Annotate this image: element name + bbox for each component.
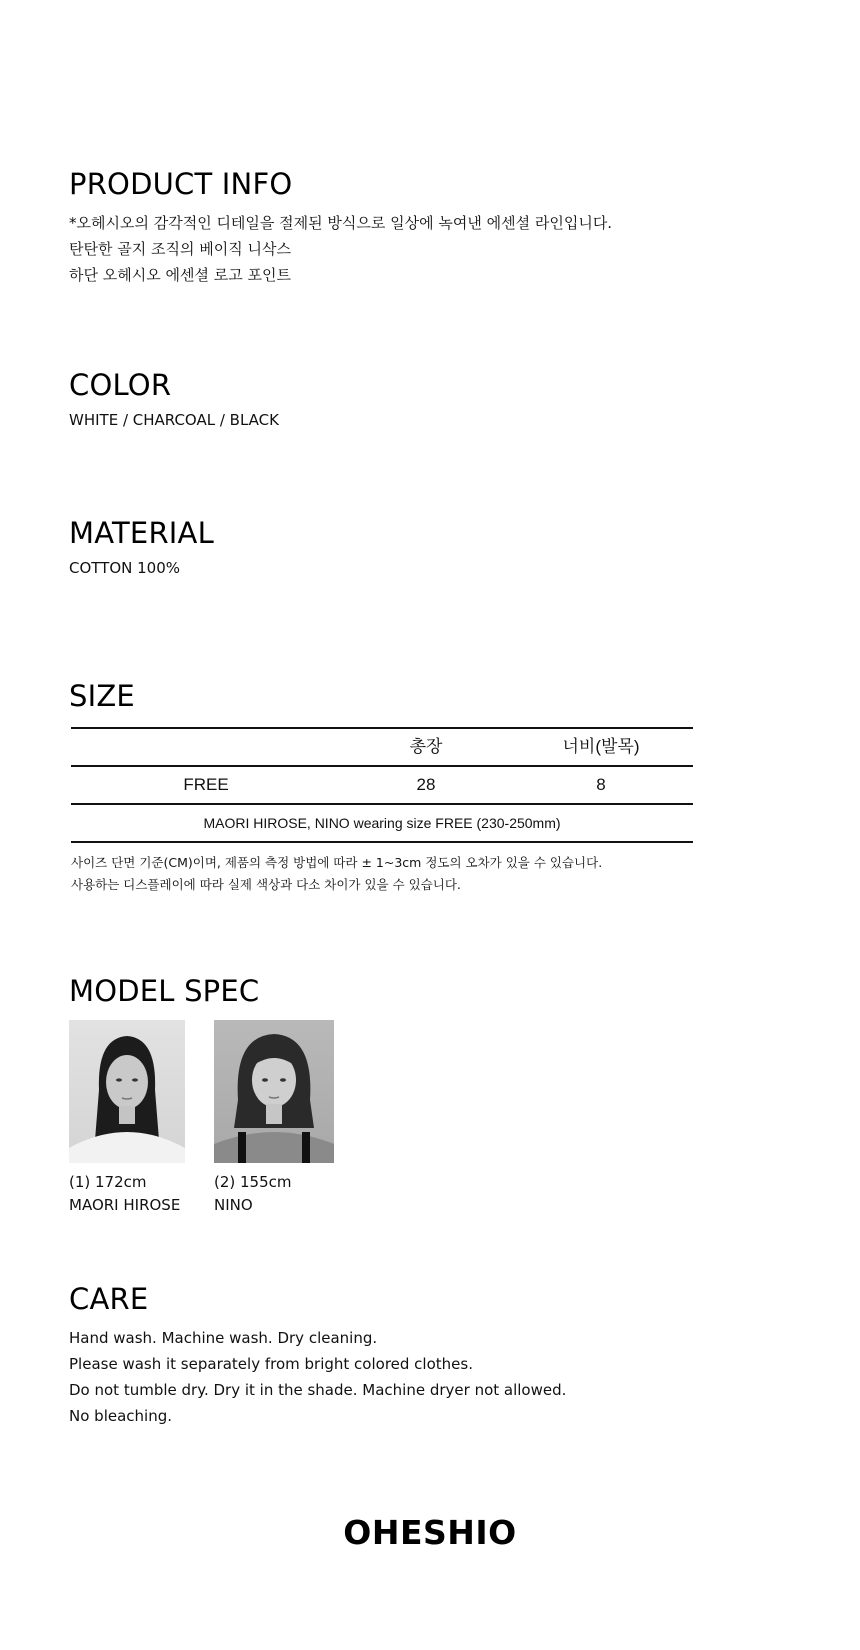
material-section	[69, 515, 214, 577]
model-card	[214, 1020, 334, 1217]
model-card	[69, 1020, 185, 1217]
size-table-header-cell: 총장	[409, 737, 443, 756]
brand-logo: OHESHIO	[343, 1513, 517, 1552]
size-note: 사이즈 단면 기준(CM)이며, 제품의 측정 방법에 따라 ± 1~3cm 정도의 오차가 있을 수 있습니다.	[71, 855, 603, 870]
model-portrait-icon	[69, 1020, 185, 1163]
model-photo	[214, 1020, 334, 1163]
model-photo	[69, 1020, 185, 1163]
size-heading: SIZE	[69, 679, 135, 713]
size-table	[71, 727, 693, 843]
size-table-cell: FREE	[183, 775, 229, 794]
model-name: MAORI HIROSE	[69, 1196, 181, 1214]
product-info-line: 하단 오헤시오 에센셜 로고 포인트	[69, 266, 291, 284]
model-name: NINO	[214, 1196, 253, 1214]
model-portrait-icon	[214, 1020, 334, 1163]
product-info-heading: PRODUCT INFO	[69, 167, 293, 201]
size-table-cell: 28	[416, 775, 436, 794]
care-section	[69, 1281, 566, 1429]
material-value: COTTON 100%	[69, 559, 181, 577]
color-section	[69, 367, 279, 429]
product-info-section	[69, 166, 612, 288]
size-notes	[71, 852, 602, 896]
size-table-wearing-row	[71, 803, 693, 843]
model-height: (1) 172cm	[69, 1173, 147, 1191]
care-line: Please wash it separately from bright colored clothes.	[69, 1355, 473, 1373]
product-info-line: *오헤시오의 감각적인 디테일을 절제된 방식으로 일상에 녹여낸 에센셜 라인입니다.	[69, 214, 613, 232]
material-heading: MATERIAL	[69, 516, 214, 550]
model-height: (2) 155cm	[214, 1173, 292, 1191]
care-line: Hand wash. Machine wash. Dry cleaning.	[69, 1329, 378, 1347]
care-line: No bleaching.	[69, 1407, 172, 1425]
care-lines	[69, 1325, 566, 1429]
size-table-header-cell	[71, 729, 341, 765]
size-table-header-row	[71, 727, 693, 765]
color-heading: COLOR	[69, 368, 172, 402]
model-spec-heading: MODEL SPEC	[69, 974, 260, 1008]
size-section	[69, 678, 135, 714]
product-info-line: 탄탄한 골지 조직의 베이직 니삭스	[69, 240, 291, 258]
color-value: WHITE / CHARCOAL / BLACK	[69, 411, 279, 429]
size-wearing-note: MAORI HIROSE, NINO wearing size FREE (230-250mm)	[203, 815, 561, 831]
size-note: 사용하는 디스플레이에 따라 실제 색상과 다소 차이가 있을 수 있습니다.	[71, 877, 461, 892]
product-info-lines	[69, 210, 612, 288]
size-table-row	[71, 765, 693, 803]
care-heading: CARE	[69, 1282, 149, 1316]
care-line: Do not tumble dry. Dry it in the shade. Machine dryer not allowed.	[69, 1381, 567, 1399]
size-table-header-cell: 너비(발목)	[562, 737, 640, 756]
model-spec-section	[69, 973, 259, 1009]
size-table-cell: 8	[596, 775, 606, 794]
